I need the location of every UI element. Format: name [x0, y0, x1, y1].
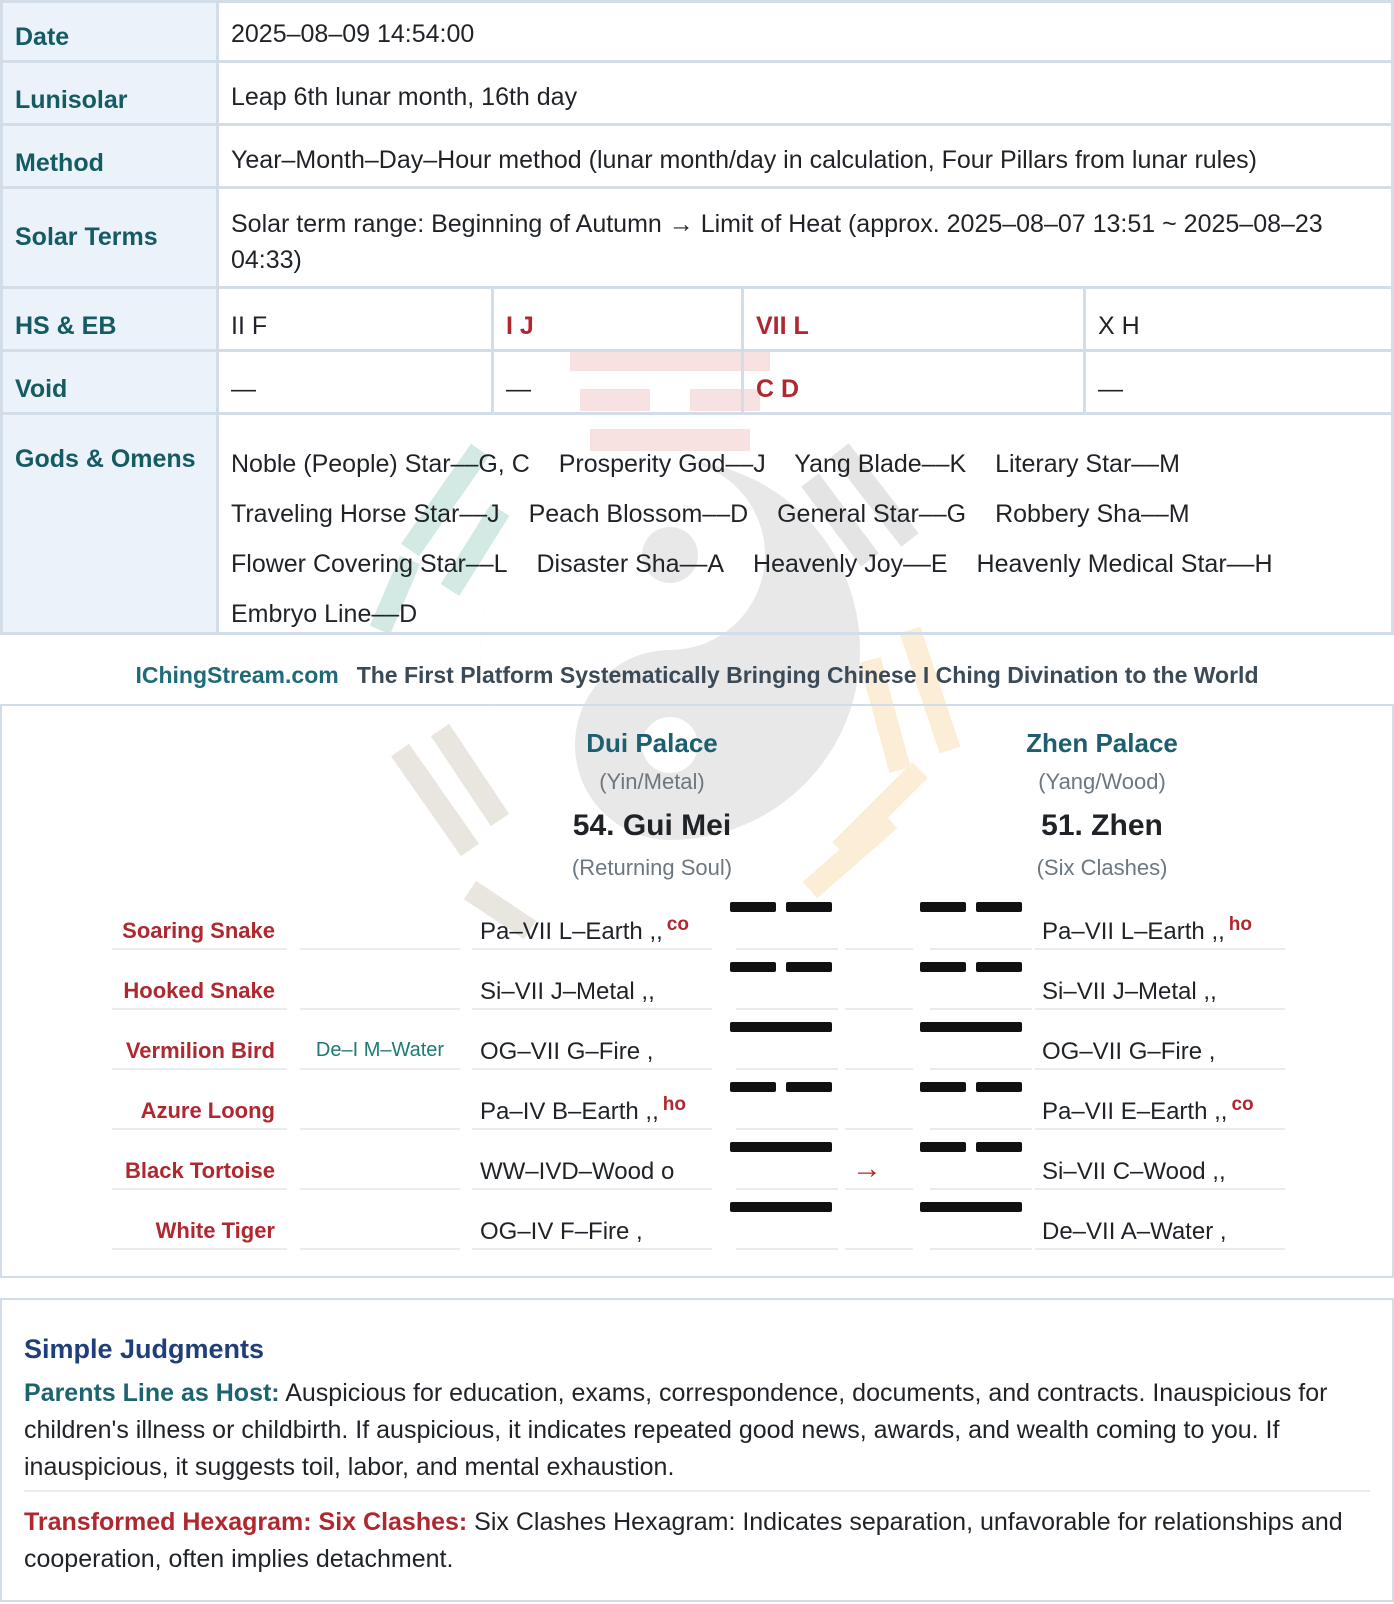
- changed-line-text: [1042, 974, 1221, 1006]
- line-label: Si–VII J–Metal ,,: [480, 978, 655, 1005]
- row-underline: [845, 1068, 913, 1070]
- line-label: Pa–VII E–Earth ,,: [1042, 1098, 1228, 1125]
- judgment-six-clashes: [24, 1504, 1370, 1578]
- line-row: [2, 1192, 1392, 1252]
- yang-segment: [730, 1022, 832, 1032]
- original-yao-line: [730, 1142, 832, 1152]
- original-line-text: [480, 1034, 657, 1066]
- line-label: De–VII A–Water ,: [1042, 1218, 1227, 1245]
- void-year: —: [219, 352, 494, 412]
- hseb-hour: X H: [1098, 312, 1140, 340]
- void-hour: —: [1098, 375, 1123, 403]
- six-spirit-label: White Tiger: [155, 1218, 275, 1243]
- god-item: Traveling Horse Star––J: [231, 500, 500, 528]
- hseb-label: HS & EB: [3, 289, 219, 349]
- changed-line-text: [1042, 1154, 1230, 1186]
- judgment-parents-host: [24, 1375, 1370, 1486]
- site-slogan: [0, 662, 1394, 689]
- six-spirit-label: Soaring Snake: [122, 918, 275, 943]
- god-item: Yang Blade––K: [794, 450, 967, 478]
- original-yao-line: [730, 1082, 832, 1092]
- method-value: Year–Month–Day–Hour method (lunar month/day in calculation, Four Pillars from lunar rules): [231, 146, 1257, 174]
- line-label: Pa–IV B–Earth ,,: [480, 1098, 659, 1125]
- lunisolar-label: Lunisolar: [3, 63, 219, 123]
- god-item: Heavenly Medical Star––H: [976, 550, 1273, 578]
- gods-label: Gods & Omens: [3, 415, 219, 632]
- original-line-text: [480, 914, 689, 946]
- yin-segment: [786, 902, 832, 912]
- god-item: Disaster Sha––A: [536, 550, 725, 578]
- line-mark: ho: [1228, 914, 1252, 935]
- row-underline: [112, 1248, 287, 1250]
- judgments-panel: [0, 1298, 1394, 1602]
- gods-list: [219, 415, 1391, 632]
- row-underline: [300, 1068, 460, 1070]
- date-row: [0, 0, 1394, 63]
- original-hexagram-name: 54. Gui Mei: [572, 809, 732, 842]
- site-link[interactable]: IChingStream.com: [135, 662, 339, 688]
- changed-line-text: [1042, 1214, 1231, 1246]
- original-hexagram-subtitle: (Returning Soul): [571, 855, 733, 880]
- line-mark: co: [666, 914, 689, 935]
- row-underline: [930, 1188, 1032, 1190]
- hexagram-panel: [0, 704, 1394, 1278]
- yin-segment: [920, 902, 966, 912]
- row-underline: [112, 948, 287, 950]
- row-underline: [300, 1008, 460, 1010]
- hseb-month: I J: [494, 289, 744, 349]
- god-item: Robbery Sha––M: [995, 500, 1190, 528]
- judgment-label: Transformed Hexagram: Six Clashes:: [24, 1508, 468, 1536]
- row-underline: [472, 1008, 712, 1010]
- lunisolar-row: [0, 63, 1394, 126]
- original-line-text: [480, 1094, 686, 1126]
- original-yao-line: [730, 962, 832, 972]
- god-item: General Star––G: [777, 500, 967, 528]
- row-underline: [1035, 1248, 1285, 1250]
- solar-terms-label: Solar Terms: [3, 189, 219, 286]
- god-item: Prosperity God––J: [558, 450, 766, 478]
- changed-yao-line: [920, 1202, 1022, 1212]
- hidden-god-label: De–I M–Water: [315, 1039, 445, 1061]
- original-element: (Yin/Metal): [599, 769, 705, 794]
- row-underline: [112, 1188, 287, 1190]
- line-label: Pa–VII L–Earth ,,: [1042, 918, 1225, 945]
- row-underline: [930, 1248, 1032, 1250]
- line-row: [2, 1132, 1392, 1192]
- date-value: 2025–08–09 14:54:00: [231, 20, 475, 48]
- line-label: OG–VII G–Fire ,: [1042, 1038, 1216, 1065]
- original-line-text: [480, 1154, 678, 1186]
- judgments-title: Simple Judgments: [24, 1334, 265, 1364]
- row-underline: [845, 1188, 913, 1190]
- info-table: [0, 0, 1394, 635]
- changed-line-text: [1042, 914, 1252, 946]
- changed-line-text: [1042, 1034, 1219, 1066]
- yin-segment: [976, 1142, 1022, 1152]
- void-day: C D: [744, 352, 1086, 412]
- row-underline: [112, 1068, 287, 1070]
- row-underline: [472, 1188, 712, 1190]
- changed-palace: Zhen Palace: [1026, 728, 1178, 758]
- judgment-label: Parents Line as Host:: [24, 1379, 280, 1407]
- row-underline: [472, 1128, 712, 1130]
- original-yao-line: [730, 1202, 832, 1212]
- six-spirit-label: Vermilion Bird: [125, 1038, 275, 1063]
- yin-segment: [730, 962, 776, 972]
- gods-row: [0, 415, 1394, 635]
- original-yao-line: [730, 1022, 832, 1032]
- row-underline: [845, 948, 913, 950]
- row-underline: [845, 1008, 913, 1010]
- yin-segment: [920, 962, 966, 972]
- changed-yao-line: [920, 1022, 1022, 1032]
- row-underline: [300, 948, 460, 950]
- void-month: —: [494, 352, 744, 412]
- original-line-text: [480, 1214, 647, 1246]
- yang-segment: [920, 1022, 1022, 1032]
- solar-terms-value: Solar term range: Beginning of Autumn → Limit of Heat (approx. 2025–08–07 13:51 ~ 2025–08–23 04:33): [231, 210, 1323, 274]
- row-underline: [736, 1008, 838, 1010]
- row-underline: [736, 1128, 838, 1130]
- row-underline: [1035, 1068, 1285, 1070]
- six-spirit-label: Black Tortoise: [125, 1158, 275, 1183]
- god-item: Peach Blossom––D: [528, 500, 749, 528]
- changed-hexagram-subtitle: (Six Clashes): [1036, 855, 1168, 880]
- original-palace: Dui Palace: [586, 728, 718, 758]
- changed-hexagram-name: 51. Zhen: [1041, 809, 1163, 842]
- yin-segment: [730, 902, 776, 912]
- lunisolar-value: Leap 6th lunar month, 16th day: [231, 83, 578, 111]
- god-item: Flower Covering Star––L: [231, 550, 508, 578]
- row-underline: [845, 1248, 913, 1250]
- original-line-text: [480, 974, 659, 1006]
- line-label: OG–VII G–Fire ,: [480, 1038, 654, 1065]
- yin-segment: [976, 1082, 1022, 1092]
- row-underline: [472, 1068, 712, 1070]
- method-label: Method: [3, 126, 219, 186]
- hseb-year: II F: [219, 289, 494, 349]
- row-underline: [736, 1068, 838, 1070]
- changed-yao-line: [920, 962, 1022, 972]
- row-underline: [300, 1248, 460, 1250]
- god-item: Heavenly Joy––E: [753, 550, 948, 578]
- row-underline: [112, 1128, 287, 1130]
- row-underline: [300, 1128, 460, 1130]
- slogan-text: The First Platform Systematically Bringing Chinese I Ching Divination to the World: [356, 662, 1259, 688]
- row-underline: [930, 948, 1032, 950]
- row-underline: [736, 948, 838, 950]
- yin-segment: [786, 1082, 832, 1092]
- row-underline: [736, 1248, 838, 1250]
- solar-terms-row: [0, 189, 1394, 289]
- six-spirit-label: Azure Loong: [140, 1098, 275, 1123]
- row-underline: [472, 948, 712, 950]
- yin-segment: [786, 962, 832, 972]
- six-spirit-label: Hooked Snake: [123, 978, 275, 1003]
- row-underline: [845, 1128, 913, 1130]
- method-row: [0, 126, 1394, 189]
- line-label: OG–IV F–Fire ,: [480, 1218, 643, 1245]
- yin-segment: [920, 1082, 966, 1092]
- line-row: [2, 952, 1392, 1012]
- line-row: [2, 1012, 1392, 1072]
- line-row: [2, 1072, 1392, 1132]
- yin-segment: [920, 1142, 966, 1152]
- row-underline: [1035, 1128, 1285, 1130]
- yang-segment: [730, 1142, 832, 1152]
- row-underline: [1035, 948, 1285, 950]
- line-label: Si–VII C–Wood ,,: [1042, 1158, 1226, 1185]
- hseb-row: [0, 289, 1394, 352]
- line-mark: ho: [662, 1094, 686, 1115]
- judgment-text: Auspicious for education, exams, correspondence, documents, and contracts. Inauspicious for children's illness or childbirth. If auspicious, it indicates repeated good news, awards, and wealth coming to you. If inauspicious, it suggests toil, labor, and mental exhaustion.: [24, 1379, 1328, 1481]
- god-item: Embryo Line––D: [231, 600, 418, 628]
- changed-hexagram-header: [952, 728, 1252, 881]
- row-underline: [736, 1188, 838, 1190]
- line-label: WW–IVD–Wood o: [480, 1158, 675, 1185]
- original-hexagram-header: [502, 728, 802, 881]
- changed-yao-line: [920, 1142, 1022, 1152]
- row-underline: [930, 1128, 1032, 1130]
- god-item: Literary Star––M: [995, 450, 1180, 478]
- void-row: [0, 352, 1394, 415]
- line-label: Si–VII J–Metal ,,: [1042, 978, 1217, 1005]
- row-underline: [472, 1248, 712, 1250]
- judgment-text: Six Clashes Hexagram: Indicates separation, unfavorable for relationships and cooperation, often implies detachment.: [24, 1508, 1343, 1573]
- yang-segment: [920, 1202, 1022, 1212]
- date-label: Date: [3, 3, 219, 60]
- row-underline: [1035, 1188, 1285, 1190]
- changed-yao-line: [920, 902, 1022, 912]
- yin-segment: [730, 1082, 776, 1092]
- hseb-day: VII L: [744, 289, 1086, 349]
- moving-line-arrow-icon: →: [852, 1152, 882, 1185]
- yang-segment: [730, 1202, 832, 1212]
- row-underline: [1035, 1008, 1285, 1010]
- row-underline: [112, 1008, 287, 1010]
- void-label: Void: [3, 352, 219, 412]
- line-label: Pa–VII L–Earth ,,: [480, 918, 663, 945]
- yin-segment: [976, 902, 1022, 912]
- row-underline: [300, 1188, 460, 1190]
- changed-line-text: [1042, 1094, 1254, 1126]
- original-yao-line: [730, 902, 832, 912]
- line-mark: co: [1231, 1094, 1254, 1115]
- row-underline: [930, 1068, 1032, 1070]
- god-item: Noble (People) Star––G, C: [231, 450, 530, 478]
- changed-yao-line: [920, 1082, 1022, 1092]
- line-row: [2, 892, 1392, 952]
- row-underline: [930, 1008, 1032, 1010]
- divider: [24, 1490, 1370, 1492]
- changed-element: (Yang/Wood): [1038, 769, 1166, 794]
- yin-segment: [976, 962, 1022, 972]
